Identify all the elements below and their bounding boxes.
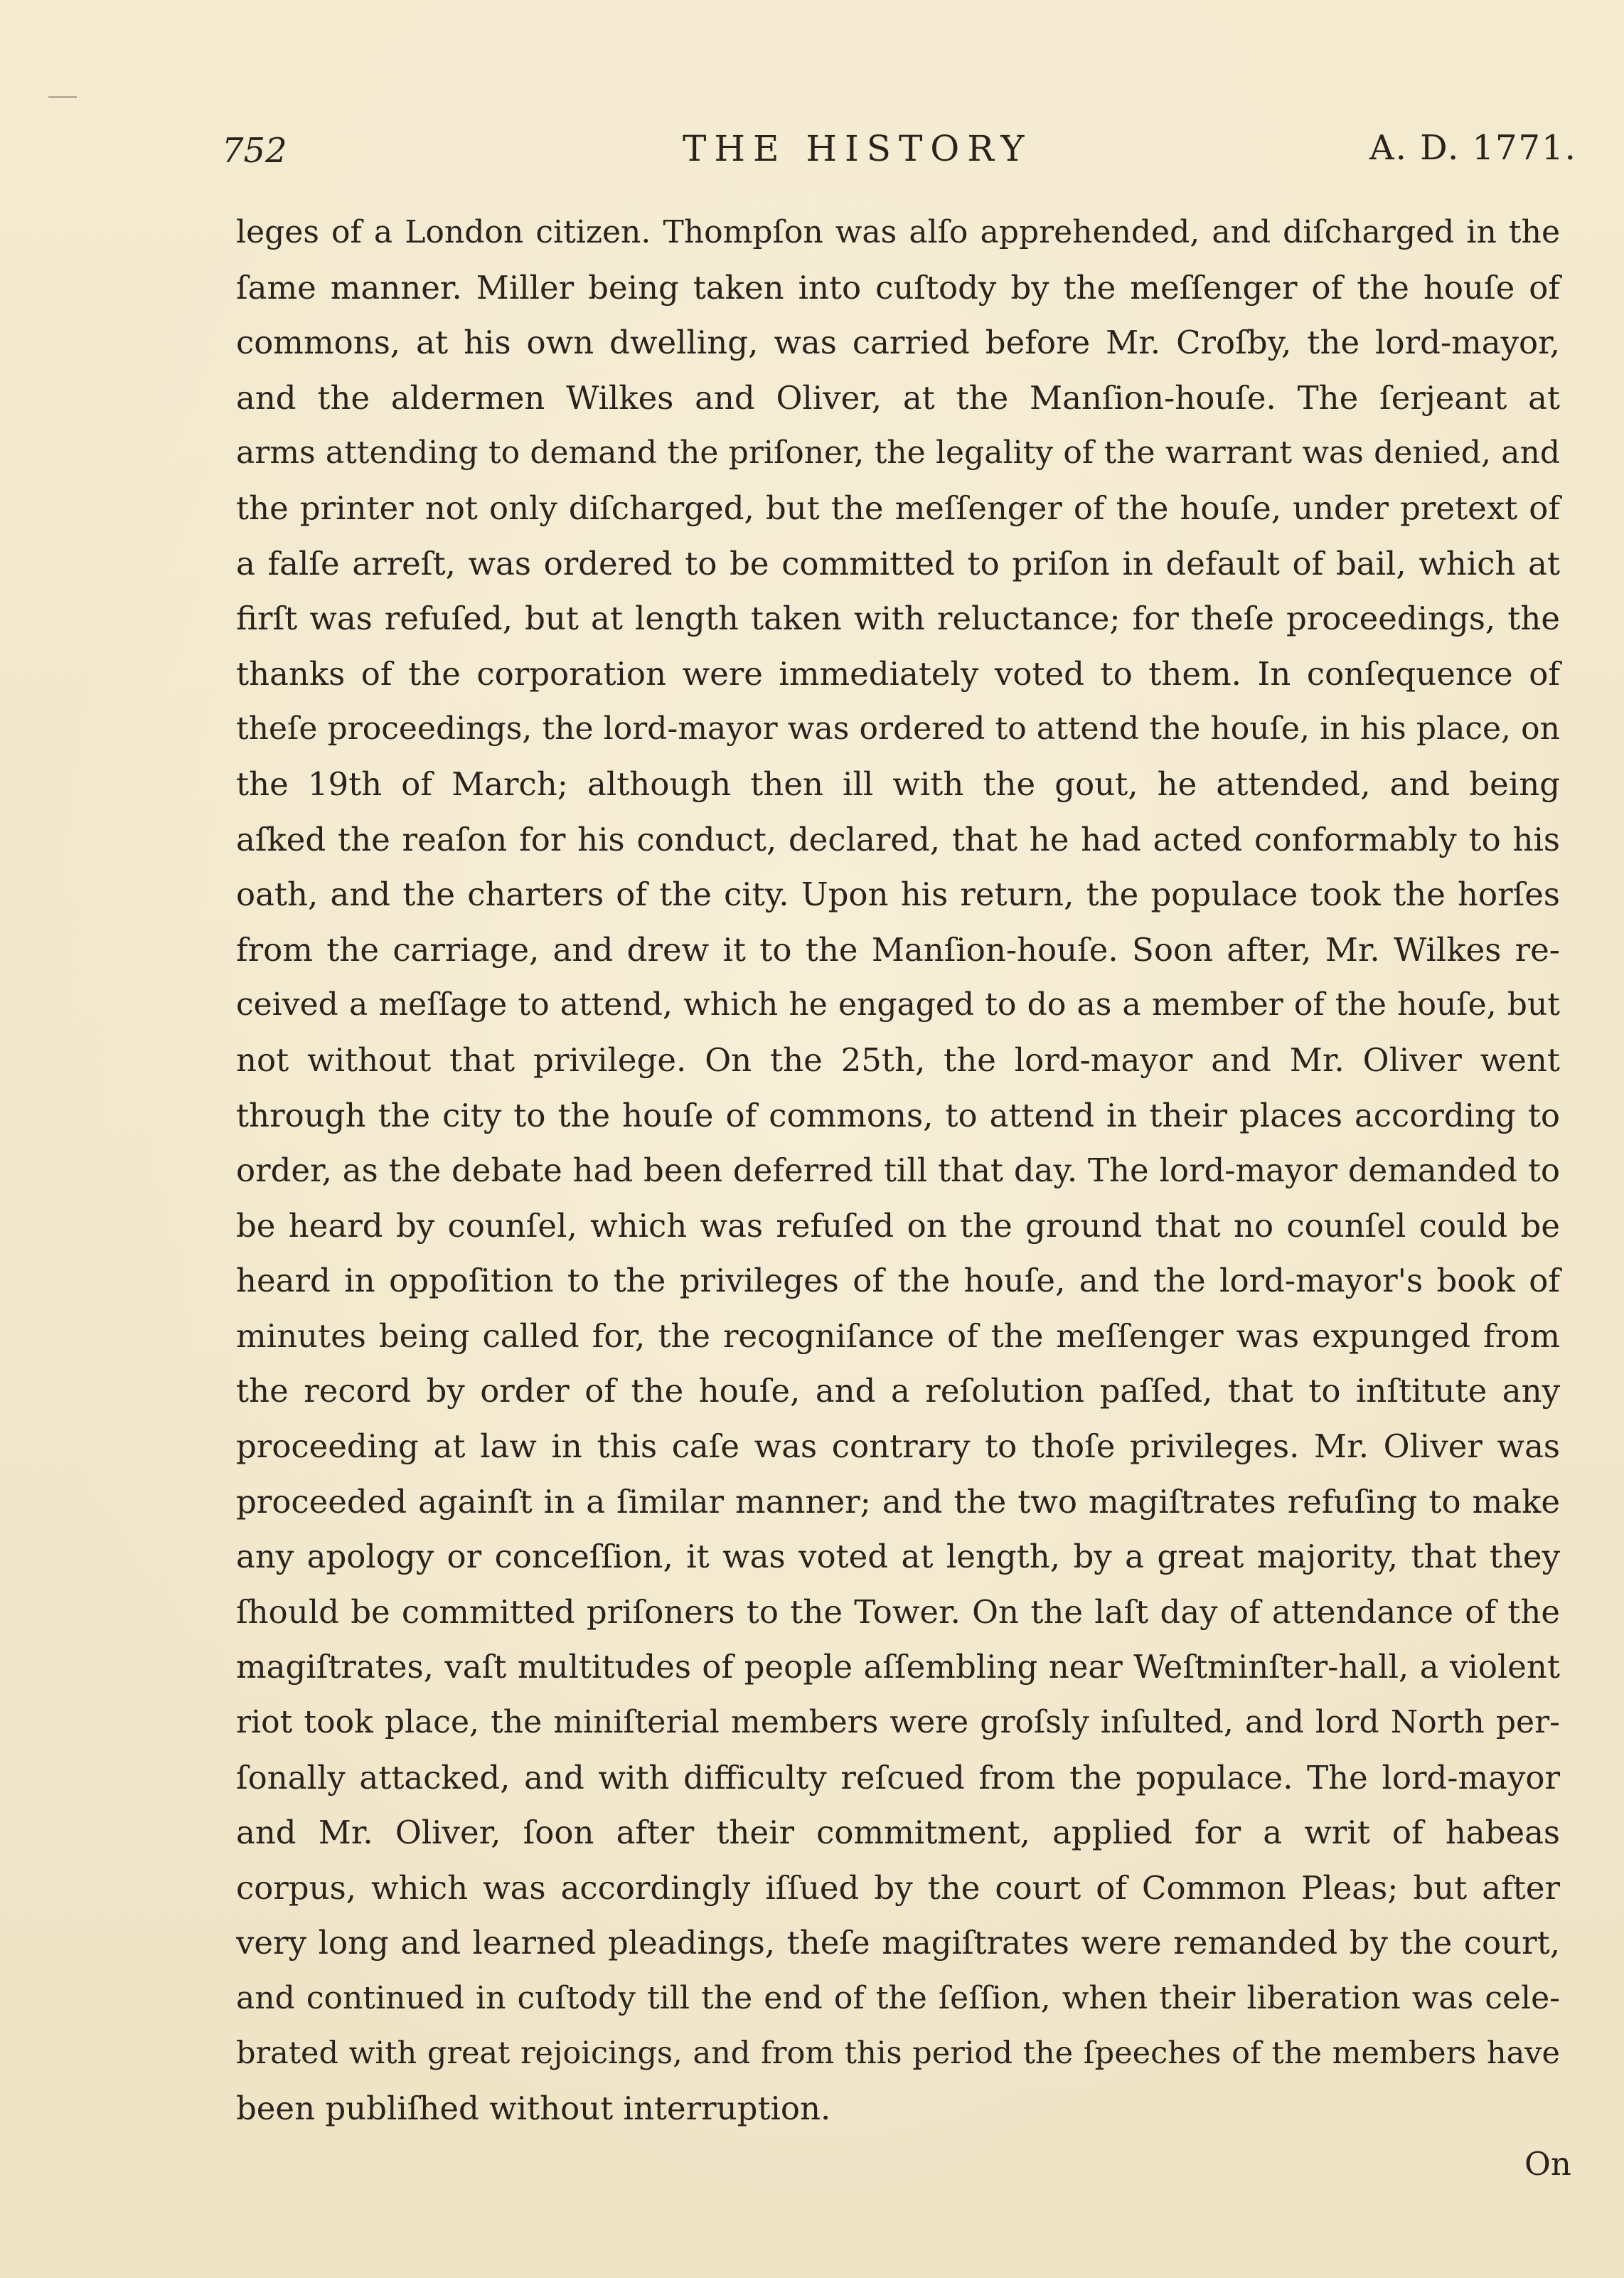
text-line: be heard by counſel, which was refuſed on the ground that no counſel could be <box>236 1206 1560 1245</box>
margin-mark <box>48 96 77 98</box>
text-line: oath, and the charters of the city. Upon his return, the populace took the horſes <box>236 875 1560 914</box>
page-number: 752 <box>222 131 287 171</box>
text-line: proceeding at law in this caſe was contrary to thoſe privileges. Mr. Oliver was <box>236 1427 1560 1466</box>
text-line: and Mr. Oliver, ſoon after their commitment, applied for a writ of habeas <box>236 1814 1560 1852</box>
year-heading: A. D. 1771. <box>1369 128 1577 168</box>
text-line: commons, at his own dwelling, was carried before Mr. Croſby, the lord-mayor, <box>236 324 1560 362</box>
text-line: corpus, which was accordingly iſſued by the court of Common Pleas; but after <box>236 1868 1560 1907</box>
running-head: THE HISTORY <box>683 128 1032 169</box>
text-line: leges of a London citizen. Thompſon was alſo apprehended, and diſcharged in the <box>236 214 1560 250</box>
text-line: proceeded againſt in a ſimilar manner; and the two magiſtrates refuſing to make <box>236 1482 1560 1521</box>
text-line: from the carriage, and drew it to the Manſion-houſe. Soon after, Mr. Wilkes re- <box>236 930 1560 969</box>
text-line: any apology or conceſſion, it was voted at length, by a great majority, that they <box>236 1538 1560 1576</box>
text-line: and the aldermen Wilkes and Oliver, at the Manſion-houſe. The ſerjeant at <box>236 378 1560 417</box>
text-line: ſhould be committed priſoners to the Tower. On the laſt day of attendance of the <box>236 1592 1560 1631</box>
text-line: ceived a meſſage to attend, which he engaged to do as a member of the houſe, but <box>236 986 1560 1023</box>
text-line: the printer not only diſcharged, but the meſſenger of the houſe, under pretext of <box>236 489 1560 527</box>
text-line: very long and learned pleadings, theſe magiſtrates were remanded by the court, <box>236 1924 1560 1962</box>
text-line: theſe proceedings, the lord-mayor was ordered to attend the houſe, in his place, on <box>236 710 1560 747</box>
text-line: thanks of the corporation were immediately voted to them. In conſequence of <box>236 654 1560 693</box>
text-line: riot took place, the miniſterial members were groſsly inſulted, and lord North per- <box>236 1704 1560 1741</box>
text-line: ſonally attacked, and with difficulty reſcued from the populace. The lord-mayor <box>236 1758 1560 1797</box>
text-line: not without that privilege. On the 25th, the lord-mayor and Mr. Oliver went <box>236 1040 1560 1079</box>
text-line: arms attending to demand the priſoner, the legality of the warrant was denied, and <box>236 435 1560 472</box>
text-line-last: been publiſhed without interruption. <box>236 2090 831 2128</box>
text-line: through the city to the houſe of commons, to attend in their places according to <box>236 1096 1560 1134</box>
text-line: magiſtrates, vaſt multitudes of people aſſembling near Weſtminſter-hall, a violent <box>236 1648 1560 1686</box>
text-line: a falſe arreſt, was ordered to be committed to priſon in default of bail, which at <box>236 544 1560 582</box>
text-line: ſame manner. Miller being taken into cuſtody by the meſſenger of the houſe of <box>236 268 1560 307</box>
text-line: and continued in cuſtody till the end of the ſeſſion, when their liberation was cele- <box>236 1980 1560 2016</box>
text-line: brated with great rejoicings, and from this period the ſpeeches of the members have <box>236 2035 1560 2071</box>
text-line: order, as the debate had been deferred till that day. The lord-mayor demanded to <box>236 1151 1560 1190</box>
text-line: aſked the reaſon for his conduct, declared, that he had acted conformably to his <box>236 820 1560 858</box>
body-text <box>236 205 1560 2136</box>
text-line: minutes being called for, the recogniſance of the meſſenger was expunged from <box>236 1316 1560 1355</box>
text-line: heard in oppoſition to the privileges of the houſe, and the lord-mayor's book of <box>236 1262 1560 1300</box>
text-line: the record by order of the houſe, and a reſolution paſſed, that to inſtitute any <box>236 1372 1560 1410</box>
catchword: On <box>1524 2145 1571 2183</box>
text-line: the 19th of March; although then ill with the gout, he attended, and being <box>236 765 1560 803</box>
text-line: firſt was refuſed, but at length taken with reluctance; for theſe proceedings, the <box>236 600 1560 638</box>
